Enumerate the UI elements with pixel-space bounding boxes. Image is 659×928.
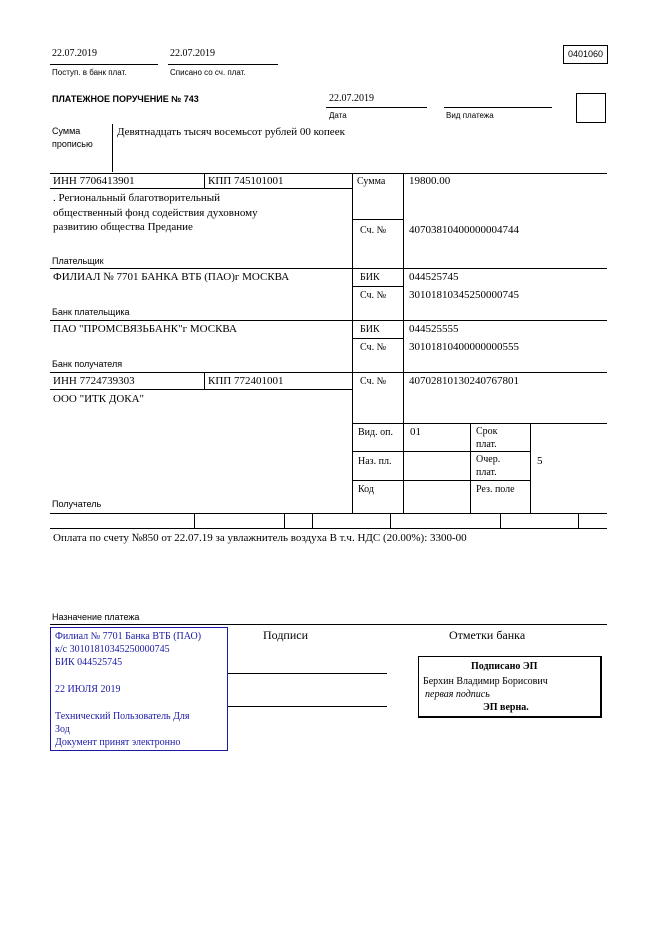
kod-label: Код — [358, 484, 374, 495]
payee-label: Получатель — [52, 499, 102, 509]
grid-line — [284, 513, 285, 528]
payee-name: ООО "ИТК ДОКА" — [53, 393, 145, 405]
amount-words-divider — [112, 124, 113, 172]
grid-line — [352, 338, 403, 339]
vid-op-value: 01 — [410, 426, 421, 438]
form-code: 0401060 — [563, 45, 608, 64]
stamp-line-1: Филиал № 7701 Банка ВТБ (ПАО) — [55, 631, 202, 642]
signature-line-2 — [228, 706, 387, 707]
bank-marks-label: Отметки банка — [449, 628, 526, 642]
amount-label: Сумма — [357, 176, 386, 187]
grid-line — [390, 513, 391, 528]
payer-label: Плательщик — [52, 256, 104, 266]
grid-line — [352, 423, 607, 424]
signed-text: Подписано ЭП — [471, 661, 538, 672]
payee-bank-acc: 30101810400000000555 — [409, 341, 519, 353]
grid-line — [352, 286, 403, 287]
grid-line — [470, 423, 471, 513]
e-signature-box — [418, 656, 602, 718]
grid-line — [194, 513, 195, 528]
payer-bank-bik-label: БИК — [360, 272, 380, 283]
stamp-line-6: Зод — [55, 724, 70, 735]
ocher-label-2: плат. — [476, 467, 497, 478]
debited-date: 22.07.2019 — [170, 48, 215, 59]
grid-line — [403, 173, 404, 513]
payer-account-label: Сч. № — [360, 225, 387, 236]
signer-name: Берхин Владимир Борисович — [423, 676, 548, 687]
ocher-label-1: Очер. — [476, 454, 501, 465]
payer-name-line-1: . Региональный благотворительный — [53, 192, 220, 204]
stamp-line-4: 22 ИЮЛЯ 2019 — [55, 684, 121, 695]
stamp-line-5: Технический Пользователь Для — [55, 711, 190, 722]
payer-account-value: 40703810400000004744 — [409, 224, 519, 236]
payee-bank-label: Банк получателя — [52, 359, 123, 369]
payer-bank-acc: 30101810345250000745 — [409, 289, 519, 301]
stamp-line-7: Документ принят электронно — [55, 737, 181, 748]
grid-line — [50, 188, 352, 189]
grid-line — [352, 451, 530, 452]
grid-line — [50, 372, 607, 373]
vid-op-label: Вид. оп. — [358, 427, 393, 438]
payer-name-line-3: развитию общества Предание — [53, 221, 193, 233]
payer-kpp: КПП 745101001 — [208, 175, 284, 187]
payer-bank-name: ФИЛИАЛ № 7701 БАНКА ВТБ (ПАО)г МОСКВА — [53, 271, 290, 283]
grid-line — [50, 389, 352, 390]
received-date-label: Поступ. в банк плат. — [52, 68, 127, 77]
payee-bank-acc-label: Сч. № — [360, 342, 387, 353]
purpose-line — [50, 624, 607, 625]
grid-line — [578, 513, 579, 528]
payee-bank-bik: 044525555 — [409, 323, 459, 335]
amount-words-text: Девятнадцать тысяч восемьсот рублей 00 копеек — [117, 126, 345, 138]
document-title: ПЛАТЕЖНОЕ ПОРУЧЕНИЕ № 743 — [52, 94, 199, 104]
signature-line-1 — [228, 673, 387, 674]
received-date: 22.07.2019 — [52, 48, 97, 59]
payer-bank-label: Банк плательщика — [52, 307, 130, 317]
srok-label-2: плат. — [476, 439, 497, 450]
naz-pl-label: Наз. пл. — [358, 456, 392, 467]
grid-line — [50, 268, 607, 269]
first-signature-text: первая подпись — [425, 689, 490, 700]
ocher-value: 5 — [537, 455, 543, 467]
date-line — [326, 107, 427, 108]
grid-line — [312, 513, 313, 528]
payee-bank-name: ПАО "ПРОМСВЯЗЬБАНК"г МОСКВА — [53, 323, 238, 335]
received-date-line — [50, 64, 158, 65]
status-box — [576, 93, 606, 123]
signatures-label: Подписи — [263, 628, 309, 642]
payer-bank-bik: 044525745 — [409, 271, 459, 283]
payee-acc-label: Сч. № — [360, 376, 387, 387]
payee-acc: 40702810130240767801 — [409, 375, 519, 387]
grid-line — [50, 528, 607, 529]
debited-date-line — [168, 64, 278, 65]
amount-words-label-1: Сумма — [52, 126, 81, 136]
grid-line — [50, 173, 607, 174]
grid-line — [500, 513, 501, 528]
grid-line — [530, 423, 531, 513]
payer-inn: ИНН 7706413901 — [53, 175, 135, 187]
document-date: 22.07.2019 — [329, 93, 374, 104]
payee-inn: ИНН 7724739303 — [53, 375, 135, 387]
amount-value: 19800.00 — [409, 175, 451, 187]
payee-bank-bik-label: БИК — [360, 324, 380, 335]
payment-type-label: Вид платежа — [446, 111, 494, 120]
grid-line — [352, 173, 353, 513]
date-label: Дата — [329, 111, 347, 120]
purpose-label: Назначение платежа — [52, 612, 140, 622]
purpose-text: Оплата по счету №850 от 22.07.19 за увлажнитель воздуха В т.ч. НДС (20.00%): 3300-00 — [53, 532, 467, 544]
stamp-line-3: БИК 044525745 — [55, 657, 123, 668]
grid-line — [50, 513, 607, 514]
grid-line — [50, 320, 607, 321]
rez-label: Рез. поле — [476, 484, 515, 495]
payment-type-line — [444, 107, 552, 108]
amount-words-label-2: прописью — [52, 139, 93, 149]
grid-line — [352, 219, 403, 220]
signature-verified: ЭП верна. — [483, 702, 529, 713]
grid-line — [352, 480, 530, 481]
srok-label-1: Срок — [476, 426, 498, 437]
bank-stamp — [50, 627, 228, 751]
payer-bank-acc-label: Сч. № — [360, 290, 387, 301]
payer-name-line-2: общественный фонд содействия духовному — [53, 207, 258, 219]
grid-line — [204, 372, 205, 389]
stamp-line-2: к/с 30101810345250000745 — [55, 644, 170, 655]
debited-date-label: Списано со сч. плат. — [170, 68, 246, 77]
grid-line — [204, 173, 205, 188]
payee-kpp: КПП 772401001 — [208, 375, 284, 387]
